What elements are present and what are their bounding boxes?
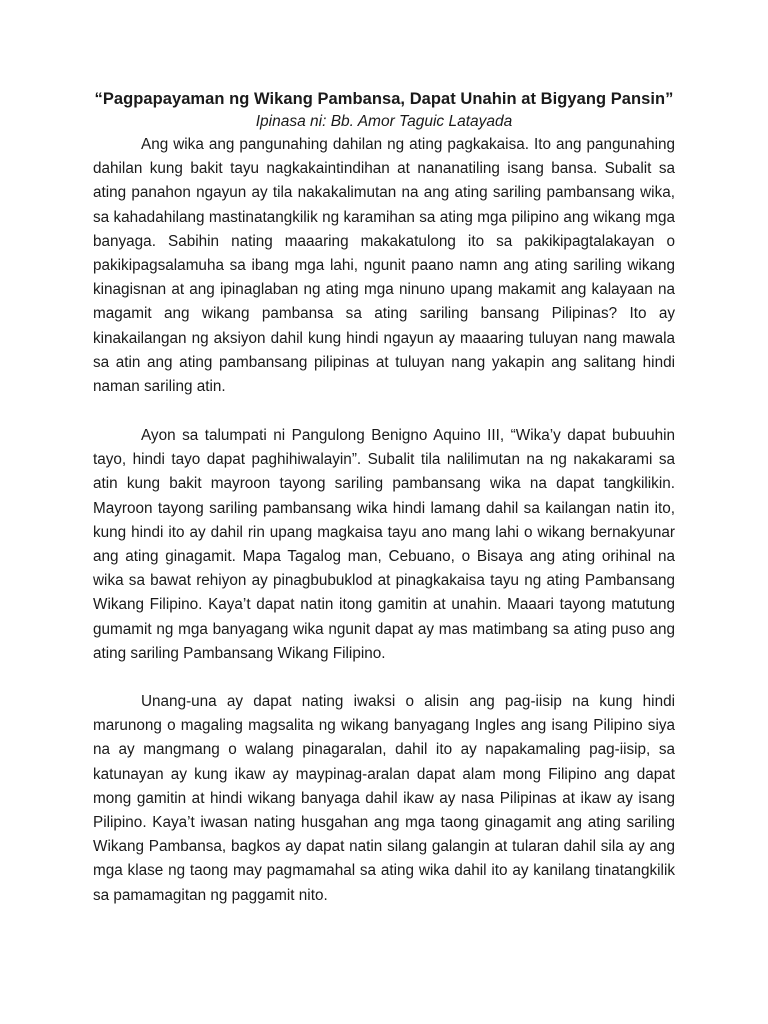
paragraph-3: Unang-una ay dapat nating iwaksi o alisin ang pag-iisip na kung hindi marunong o magaling magsalita ng wikang banyagang Ingles ang isang Pilipino siya na ay mangmang o walang pinagaralan, dahil ito ay napakamaling pag-iisip, sa katunayan ay kung ikaw ay maypinag-aralan dapat alam mong Filipino ang dapat mong gamitin at hindi wikang banyaga dahil ikaw ay nasa Pilipinas at ikaw ay isang Pilipino. Kaya’t iwasan nating husgahan ang mga taong ginagamit ang ating sariling Wikang Pambansa, bagkos ay dapat natin silang galangin at tularan dahil sila ay ang mga klase ng taong may pagmamahal sa ating wika dahil ito ay kanilang tinatangkilik sa pamamagitan ng paggamit nito. — [93, 693, 675, 904]
paragraph-2: Ayon sa talumpati ni Pangulong Benigno Aquino III, “Wika’y dapat bubuuhin tayo, hindi tayo dapat paghihiwalayin”. Subalit tila nalilimutan na ng nakakarami sa atin kung bakit mayroon tayong sariling pambansang wika na dapat tangkilikin. Mayroon tayong sariling pambansang wika hindi lamang dahil sa kailangan natin ito, kung hindi ito ay dahil rin upang magkaisa tayu ano mang lahi o wikang bernakyunar ang ating ginagamit. Mapa Tagalog man, Cebuano, o Bisaya ang ating orihinal na wika sa bawat rehiyon ay pinagbubuklod at pinagkakaisa tayu ng ating Pambansang Wikang Filipino. Kaya’t dapat natin itong gamitin at unahin. Maaari tayong matutung gumamit ng mga banyagang wika ngunit dapat ay mas matimbang sa ating puso ang ating sariling Pambansang Wikang Filipino. — [93, 427, 675, 662]
document-title: “Pagpapayaman ng Wikang Pambansa, Dapat Unahin at Bigyang Pansin” — [94, 90, 674, 108]
paragraph-1: Ang wika ang pangunahing dahilan ng ating pagkakaisa. Ito ang pangunahing dahilan kung bakit tayu nagkakaintindihan at nananatiling isang bansa. Subalit sa ating panahon ngayun ay tila nakakalimutan na ang ating sariling pambansang wika, sa kahadahilang mastinatangkilik ng karamihan sa ating mga pilipino ang wikang mga banyaga. Sabihin nating maaaring makakatulong ito sa pakikipagtalakayan o pakikipagsalamuha sa ibang mga lahi, ngunit paano namn ang ating sariling wikang kinagisnan at ang ipinaglaban ng ating mga ninuno upang makamit ang kalayaan na magamit ang wikang pambansa sa ating sariling bansang Pilipinas? Ito ay kinakailangan ng aksiyon dahil kung hindi ngayun ay maaaring tuluyan nang mawala sa atin ang ating pambansang pilipinas at tuluyan nang yakapin ang salitang hindi naman sariling atin. — [93, 136, 675, 396]
document-byline: Ipinasa ni: Bb. Amor Taguic Latayada — [255, 113, 513, 130]
